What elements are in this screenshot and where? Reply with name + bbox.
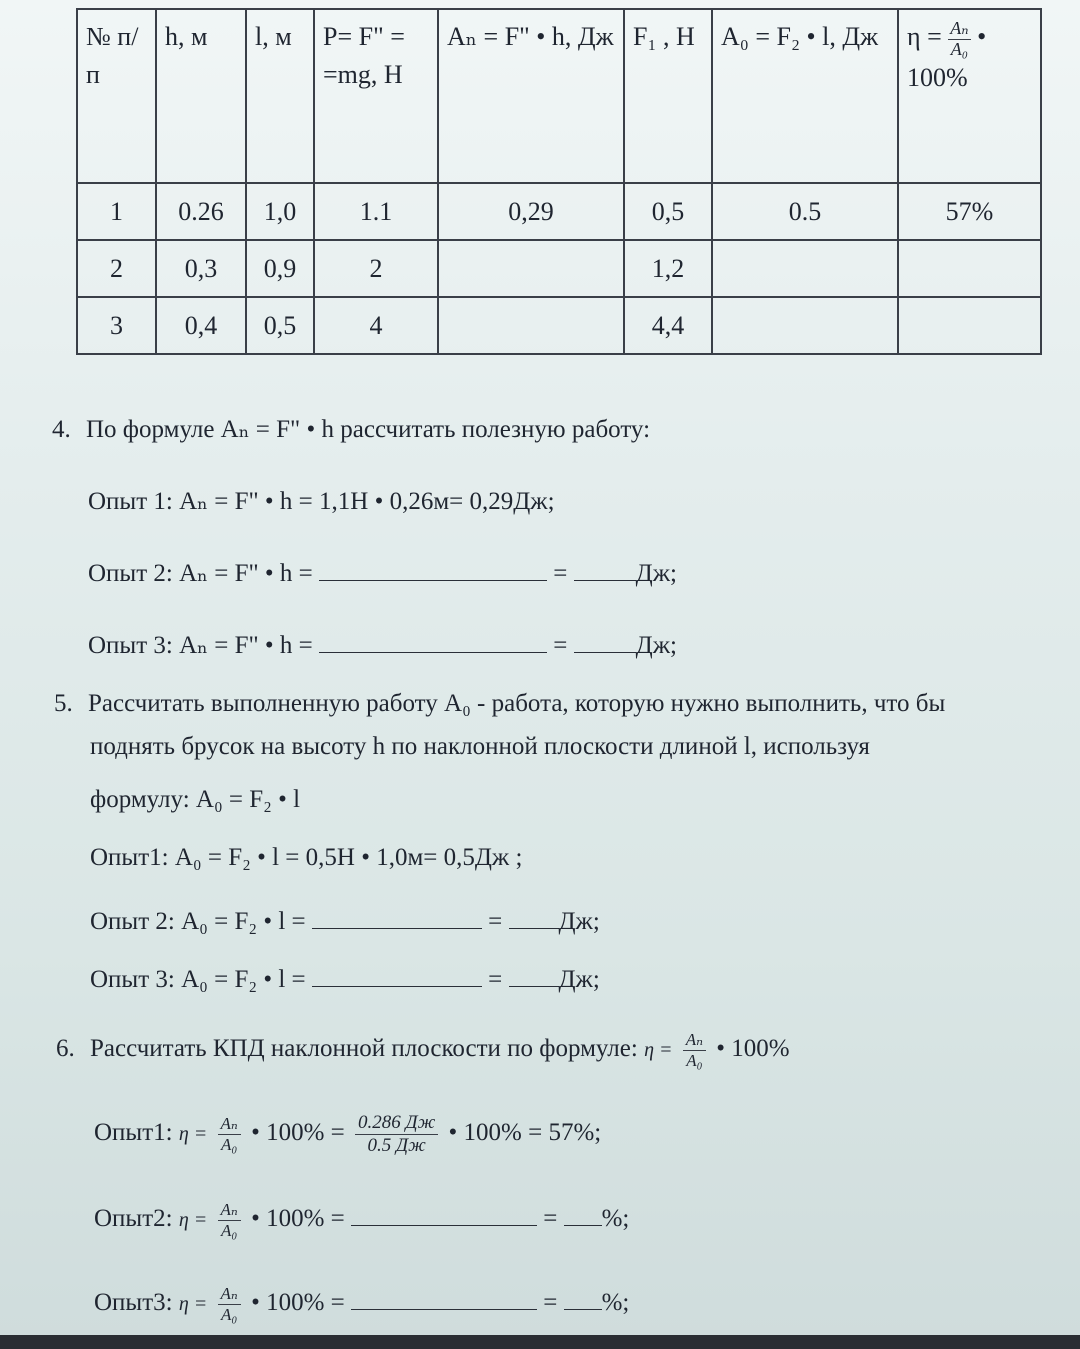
header-useful-work: Aₙ = F" • h, Дж xyxy=(438,9,624,183)
section6-exp1 xyxy=(94,1112,601,1157)
section4-title: По формуле Aₙ = F" • h рассчитать полезную работу: xyxy=(86,416,651,443)
header-height: h, м xyxy=(156,9,246,183)
section6-exp2-eq: • 100% = xyxy=(251,1204,345,1232)
section5-exp3-equals: = xyxy=(488,966,503,993)
section5-line1 xyxy=(54,690,945,718)
section6-fraction-denominator: A₀ xyxy=(686,1050,703,1070)
table-cell-empty[interactable] xyxy=(898,240,1041,297)
section5-exp3-blank-calculation[interactable] xyxy=(312,964,482,987)
section4-exp2-blank-calculation[interactable] xyxy=(319,558,547,581)
section6-exp3 xyxy=(94,1284,629,1324)
section5-exp3-unit: Дж; xyxy=(558,966,600,993)
section4-exp3-blank-result[interactable] xyxy=(574,630,636,653)
section5-exp2-unit: Дж; xyxy=(558,908,600,935)
table-cell: 0,5 xyxy=(246,297,314,354)
screen-bezel xyxy=(0,1335,1080,1349)
table-cell-empty[interactable] xyxy=(712,240,898,297)
section6-exp2 xyxy=(94,1200,629,1240)
table-cell: 2 xyxy=(77,240,156,297)
table-cell: 3 xyxy=(77,297,156,354)
section5-exp2-equals: = xyxy=(488,908,503,935)
header-eta-denominator: A₀ xyxy=(950,38,969,59)
section4-exp2 xyxy=(88,558,677,588)
section6-exp3-fraction-numerator: Aₙ xyxy=(218,1284,241,1305)
section6-exp2-eta: η = xyxy=(178,1208,208,1231)
section6-exp1-eta: η = xyxy=(178,1123,208,1146)
section4-exp3 xyxy=(88,630,677,660)
section6-exp3-label: Опыт3: xyxy=(94,1288,173,1316)
table-cell: 0,4 xyxy=(156,297,246,354)
section6-exp1-fraction xyxy=(218,1114,241,1154)
section5-text-line1: Рассчитать выполненную работу A₀ - работа, которую нужно выполнить, что бы xyxy=(88,690,946,717)
table-cell: 0,29 xyxy=(438,183,624,240)
section5-line3: формулу: A₀ = F₂ • l xyxy=(90,786,301,813)
table-row xyxy=(77,297,1041,354)
table-cell: 1 xyxy=(77,183,156,240)
section6-exp2-equals: = xyxy=(543,1204,558,1232)
section6-exp2-blank-calculation[interactable] xyxy=(351,1203,537,1226)
section4-heading xyxy=(52,414,650,444)
section4-exp2-equals: = xyxy=(553,560,568,587)
section6-title: Рассчитать КПД наклонной плоскости по формуле: xyxy=(90,1034,638,1062)
section5-exp2-blank-result[interactable] xyxy=(509,906,559,929)
header-eta-suffix: • 100% xyxy=(907,22,987,93)
section4-exp2-unit: Дж; xyxy=(635,560,677,587)
section6-exp2-percent: %; xyxy=(601,1204,630,1232)
section5-exp2-blank-calculation[interactable] xyxy=(312,906,482,929)
section6-exp3-blank-result[interactable] xyxy=(564,1287,602,1310)
table-cell: 0.26 xyxy=(156,183,246,240)
section6-exp3-blank-calculation[interactable] xyxy=(351,1287,537,1310)
section6-exp3-percent: %; xyxy=(601,1288,630,1316)
section5-exp2 xyxy=(90,906,600,936)
section5-exp2-formula: Опыт 2: A₀ = F₂ • l = xyxy=(90,908,306,935)
table-cell: 1,0 xyxy=(246,183,314,240)
section4-exp3-equals: = xyxy=(553,632,568,659)
section6-number: 6. xyxy=(56,1034,75,1062)
section5-exp1: Опыт1: A₀ = F₂ • l = 0,5Н • 1,0м= 0,5Дж ; xyxy=(90,844,523,871)
table-cell: 57% xyxy=(898,183,1041,240)
section6-exp2-fraction xyxy=(218,1200,241,1240)
measurements-table xyxy=(76,8,1042,355)
header-eta-prefix: η = xyxy=(907,22,942,51)
header-eta-numerator: Aₙ xyxy=(950,17,969,38)
section6-formula-fraction xyxy=(683,1030,706,1070)
section6-exp3-eta: η = xyxy=(178,1292,208,1315)
section5-exp3-blank-result[interactable] xyxy=(509,964,559,987)
section6-exp3-eq: • 100% = xyxy=(251,1288,345,1316)
header-force: F₁ , Н xyxy=(624,9,712,183)
section6-exp1-fraction-numerator: Aₙ xyxy=(218,1114,241,1135)
section4-exp1: Опыт 1: Aₙ = F" • h = 1,1Н • 0,26м= 0,29Дж; xyxy=(88,488,555,515)
section6-exp2-label: Опыт2: xyxy=(94,1204,173,1232)
table-cell-empty[interactable] xyxy=(438,297,624,354)
table-row xyxy=(77,240,1041,297)
section6-exp1-result: • 100% = 57%; xyxy=(448,1119,602,1147)
table-cell: 1.1 xyxy=(314,183,438,240)
table-row xyxy=(77,183,1041,240)
section6-exp1-value-fraction xyxy=(355,1112,438,1157)
section4-number: 4. xyxy=(52,416,71,443)
table-cell-empty[interactable] xyxy=(438,240,624,297)
section6-heading xyxy=(56,1030,790,1070)
table-cell: 0,5 xyxy=(624,183,712,240)
section6-exp1-fraction-denominator: A₀ xyxy=(221,1134,238,1154)
section5-number: 5. xyxy=(54,690,73,717)
section6-exp2-fraction-numerator: Aₙ xyxy=(218,1200,241,1221)
table-cell: 0,3 xyxy=(156,240,246,297)
section6-exp1-label: Опыт1: xyxy=(94,1119,173,1147)
section6-eta: η = xyxy=(644,1038,673,1061)
section4-exp2-blank-result[interactable] xyxy=(574,558,636,581)
header-eta-fraction xyxy=(948,19,970,60)
table-cell-empty[interactable] xyxy=(712,297,898,354)
table-header-row xyxy=(77,9,1041,183)
section6-times100: • 100% xyxy=(716,1034,790,1062)
section5-exp3-formula: Опыт 3: A₀ = F₂ • l = xyxy=(90,966,306,993)
section6-exp3-fraction xyxy=(218,1284,241,1324)
table-cell-empty[interactable] xyxy=(898,297,1041,354)
section4-exp3-blank-calculation[interactable] xyxy=(319,630,547,653)
section6-exp2-fraction-denominator: A₀ xyxy=(221,1220,238,1240)
section6-exp3-fraction-denominator: A₀ xyxy=(221,1304,238,1324)
table-cell: 0,9 xyxy=(246,240,314,297)
header-length: l, м xyxy=(246,9,314,183)
section5-exp3 xyxy=(90,964,600,994)
header-weight: P= F" = =mg, Н xyxy=(314,9,438,183)
section6-exp2-blank-result[interactable] xyxy=(564,1203,602,1226)
section6-exp3-equals: = xyxy=(543,1288,558,1316)
table-cell: 2 xyxy=(314,240,438,297)
table-cell: 4 xyxy=(314,297,438,354)
table-cell: 4,4 xyxy=(624,297,712,354)
table-cell: 0.5 xyxy=(712,183,898,240)
section4-exp3-formula: Опыт 3: Aₙ = F" • h = xyxy=(88,632,313,659)
section5-line2: поднять брусок на высоту h по наклонной плоскости длиной l, используя xyxy=(90,733,870,760)
section4-exp3-unit: Дж; xyxy=(635,632,677,659)
table-cell: 1,2 xyxy=(624,240,712,297)
header-completed-work: A₀ = F₂ • l, Дж xyxy=(712,9,898,183)
section6-exp1-eq: • 100% = xyxy=(251,1119,345,1147)
section6-exp1-value-numerator: 0.286 Дж xyxy=(355,1112,438,1135)
header-efficiency xyxy=(898,9,1041,183)
section4-exp2-formula: Опыт 2: Aₙ = F" • h = xyxy=(88,560,313,587)
section6-exp1-value-denominator: 0.5 Дж xyxy=(367,1134,426,1156)
header-number: № п/п xyxy=(77,9,156,183)
section6-fraction-numerator: Aₙ xyxy=(683,1030,706,1051)
